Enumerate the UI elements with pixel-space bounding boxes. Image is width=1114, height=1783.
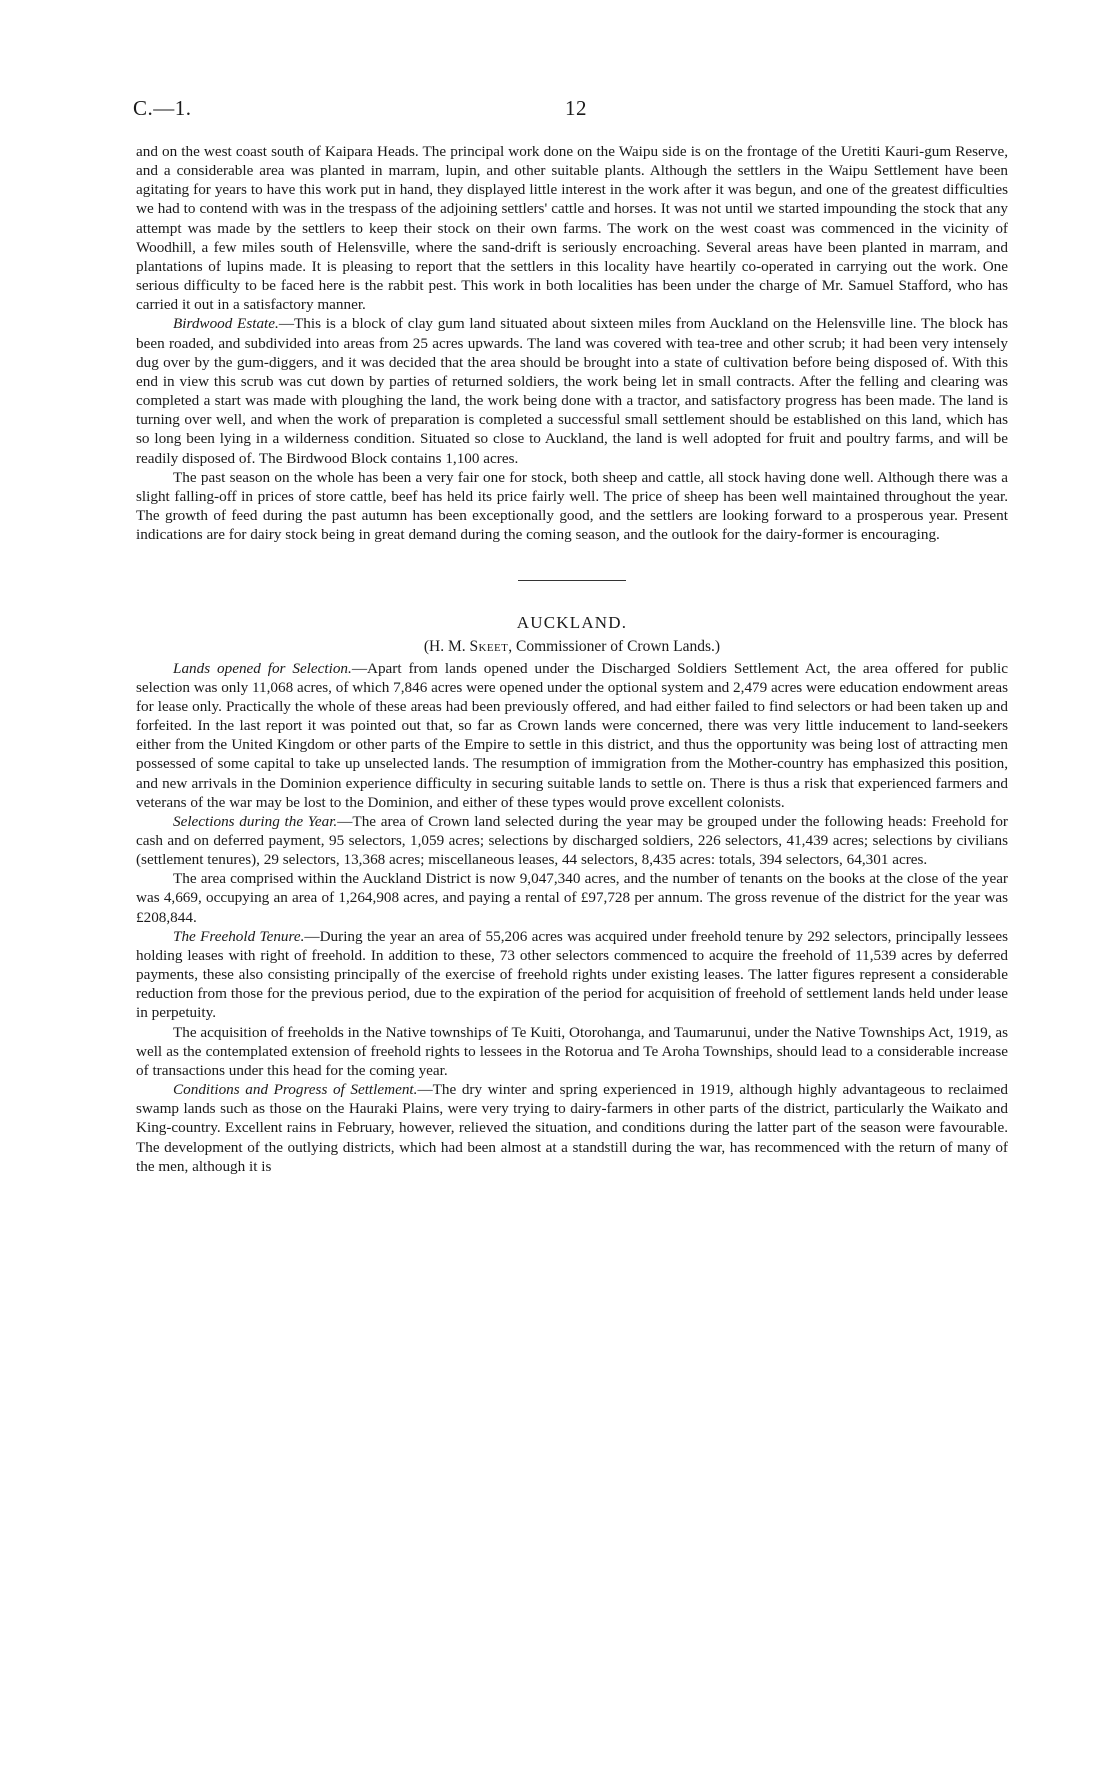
paragraph-text: —Apart from lands opened under the Discharged Soldiers Settlement Act, the area offered for public selection was only 11,068 acres, of which 7,846 acres were opened under the optional system and 2,479 acres were education endowment areas for lease only. Practically the whole of these areas had been previously offered, and had either failed to find selectors or had been taken up and forfeited. In the last report it was pointed out that, so far as Crown lands were concerned, there was very little inducement to land-seekers either from the United Kingdom or other parts of the Empire to settle in this district, and thus the opportunity was being lost of attracting men possessed of some capital to take up unselected lands. The resumption of immigration from the Mother-country has emphasized this position, and new arrivals in the Dominion experience difficulty in securing suitable lands to settle on. There is thus a risk that experienced farmers and veterans of the war may be lost to the Dominion, and either of these types would prove excellent colonists.: [136, 659, 1008, 811]
page-body: [136, 142, 1008, 1176]
page-header: [133, 96, 1005, 126]
paragraph-conditions-progress: [136, 1080, 1008, 1176]
section-subtitle: [136, 637, 1008, 656]
paragraph-lands-opened: [136, 659, 1008, 812]
subtitle-open: (H. M.: [423, 638, 470, 656]
paragraph-text: —This is a block of clay gum land situated about sixteen miles from Auckland on the Helensville line. The block has been roaded, and subdivided into areas from 25 acres upwards. The land was covered with tea-tree and other scrub; it had been very intensely dug over by the gum-diggers, and it was decided that the area should be brought into a state of cultivation before being disposed of. With this end in view this scrub was cut down by parties of returned soldiers, the work being let in small contracts. After the felling and clearing was completed a start was made with ploughing the land, the work being done with a tractor, and satisfactory progress has been made. The land is turning over well, and when the work of preparation is completed a successful small settlement should be established on this land, which has so long been lying in a wilderness condition. Situated so close to Auckland, the land is well adopted for fruit and poultry farms, and will be readily disposed of. The Birdwood Block contains 1,100 acres.: [136, 315, 1008, 467]
page-number: 12: [565, 96, 587, 120]
paragraph-heading: The Freehold Tenure.: [173, 927, 305, 945]
paragraph-heading: Birdwood Estate.: [173, 315, 279, 333]
paragraph-birdwood-estate: [136, 314, 1008, 467]
commissioner-name: Skeet: [469, 638, 509, 656]
paragraph-district-area: The area comprised within the Auckland District is now 9,047,340 acres, and the number of tenants on the books at the close of the year was 4,669, occupying an area of 1,264,908 acres, and paying a rental of £97,728 per annum. The gross revenue of the district for the year was £208,844.: [136, 870, 1008, 926]
paragraph-text: —The area of Crown land selected during the year may be grouped under the following heads: Freehold for cash and on deferred payment, 95 selectors, 1,059 acres; selections by discharged soldiers, 226 selectors, 41,439 acres; selections by civilians (settlement tenures), 29 selectors, 13,368 acres; miscellaneous leases, 44 selectors, 8,435 acres: totals, 394 selectors, 64,301 acres.: [136, 812, 1008, 869]
subtitle-close: , Commissioner of Crown Lands.): [508, 638, 721, 656]
document-reference: C.—1.: [133, 96, 192, 120]
paragraph-heading: Conditions and Progress of Settlement.: [173, 1081, 418, 1099]
paragraph-selections: [136, 812, 1008, 869]
paragraph-text: —The dry winter and spring experienced in 1919, although highly advantageous to reclaimed swamp lands such as those on the Hauraki Plains, were very trying to dairy-farmers in other parts of the district, particularly the Waikato and King-country. Excellent rains in February, however, relieved the situation, and conditions during the latter part of the season were favourable. The development of the outlying districts, which had been almost at a standstill during the war, has recommenced with the return of many of the men, although it is: [136, 1081, 1008, 1175]
section-divider: [518, 580, 626, 581]
paragraph-text: —During the year an area of 55,206 acres was acquired under freehold tenure by 292 selectors, principally lessees holding leases with right of freehold. In addition to these, 73 other selectors commenced to acquire the freehold of 11,539 acres by deferred payments, these also consisting principally of the exercise of freehold rights under existing leases. The latter figures represent a considerable reduction from those for the previous period, due to the expiration of the period for acquisition of freehold of settlement lands held under lease in perpetuity.: [136, 927, 1008, 1022]
section-title: AUCKLAND.: [516, 613, 628, 633]
paragraph-stock-season: The past season on the whole has been a very fair one for stock, both sheep and cattle, all stock having done well. Although there was a slight falling-off in prices of store cattle, beef has held its price fairly well. The price of sheep has been well maintained throughout the year. The growth of feed during the past autumn has been exceptionally good, and the settlers are looking forward to a prosperous year. Present indications are for dairy stock being in great demand during the coming season, and the outlook for the dairy-former is encouraging.: [136, 468, 1008, 544]
paragraph-heading: Selections during the Year.: [173, 812, 338, 830]
paragraph-sand-drift: and on the west coast south of Kaipara Heads. The principal work done on the Waipu side is on the frontage of the Uretiti Kauri-gum Reserve, and a considerable area was planted in marram, lupin, and other suitable plants. Although the settlers in the Waipu Settlement have been agitating for years to have this work put in hand, they displayed little interest in the work after it was begun, and one of the greatest difficulties we had to contend with was in the trespass of the adjoining settlers' cattle and horses. It was not until we started impounding the stock that any attempt was made by the settlers to keep their stock on their own farms. The work on the west coast was commenced in the vicinity of Woodhill, a few miles south of Helensville, where the sand-drift is seriously encroaching. Several areas have been planted in marram, and plantations of lupins made. It is pleasing to report that the settlers in this locality have heartily co-operated in carrying out the work. One serious difficulty to be faced here is the rabbit pest. This work in both localities has been under the charge of Mr. Samuel Stafford, who has carried it out in a satisfactory manner.: [136, 143, 1008, 314]
paragraph-native-townships: The acquisition of freeholds in the Native townships of Te Kuiti, Otorohanga, and Taumarunui, under the Native Townships Act, 1919, as well as the contemplated extension of freehold rights to lessees in the Rotorua and Te Aroha Townships, should lead to a considerable increase of transactions under this head for the coming year.: [136, 1023, 1008, 1079]
paragraph-heading: Lands opened for Selection.: [173, 659, 352, 677]
paragraph-freehold-tenure: [136, 927, 1008, 1023]
